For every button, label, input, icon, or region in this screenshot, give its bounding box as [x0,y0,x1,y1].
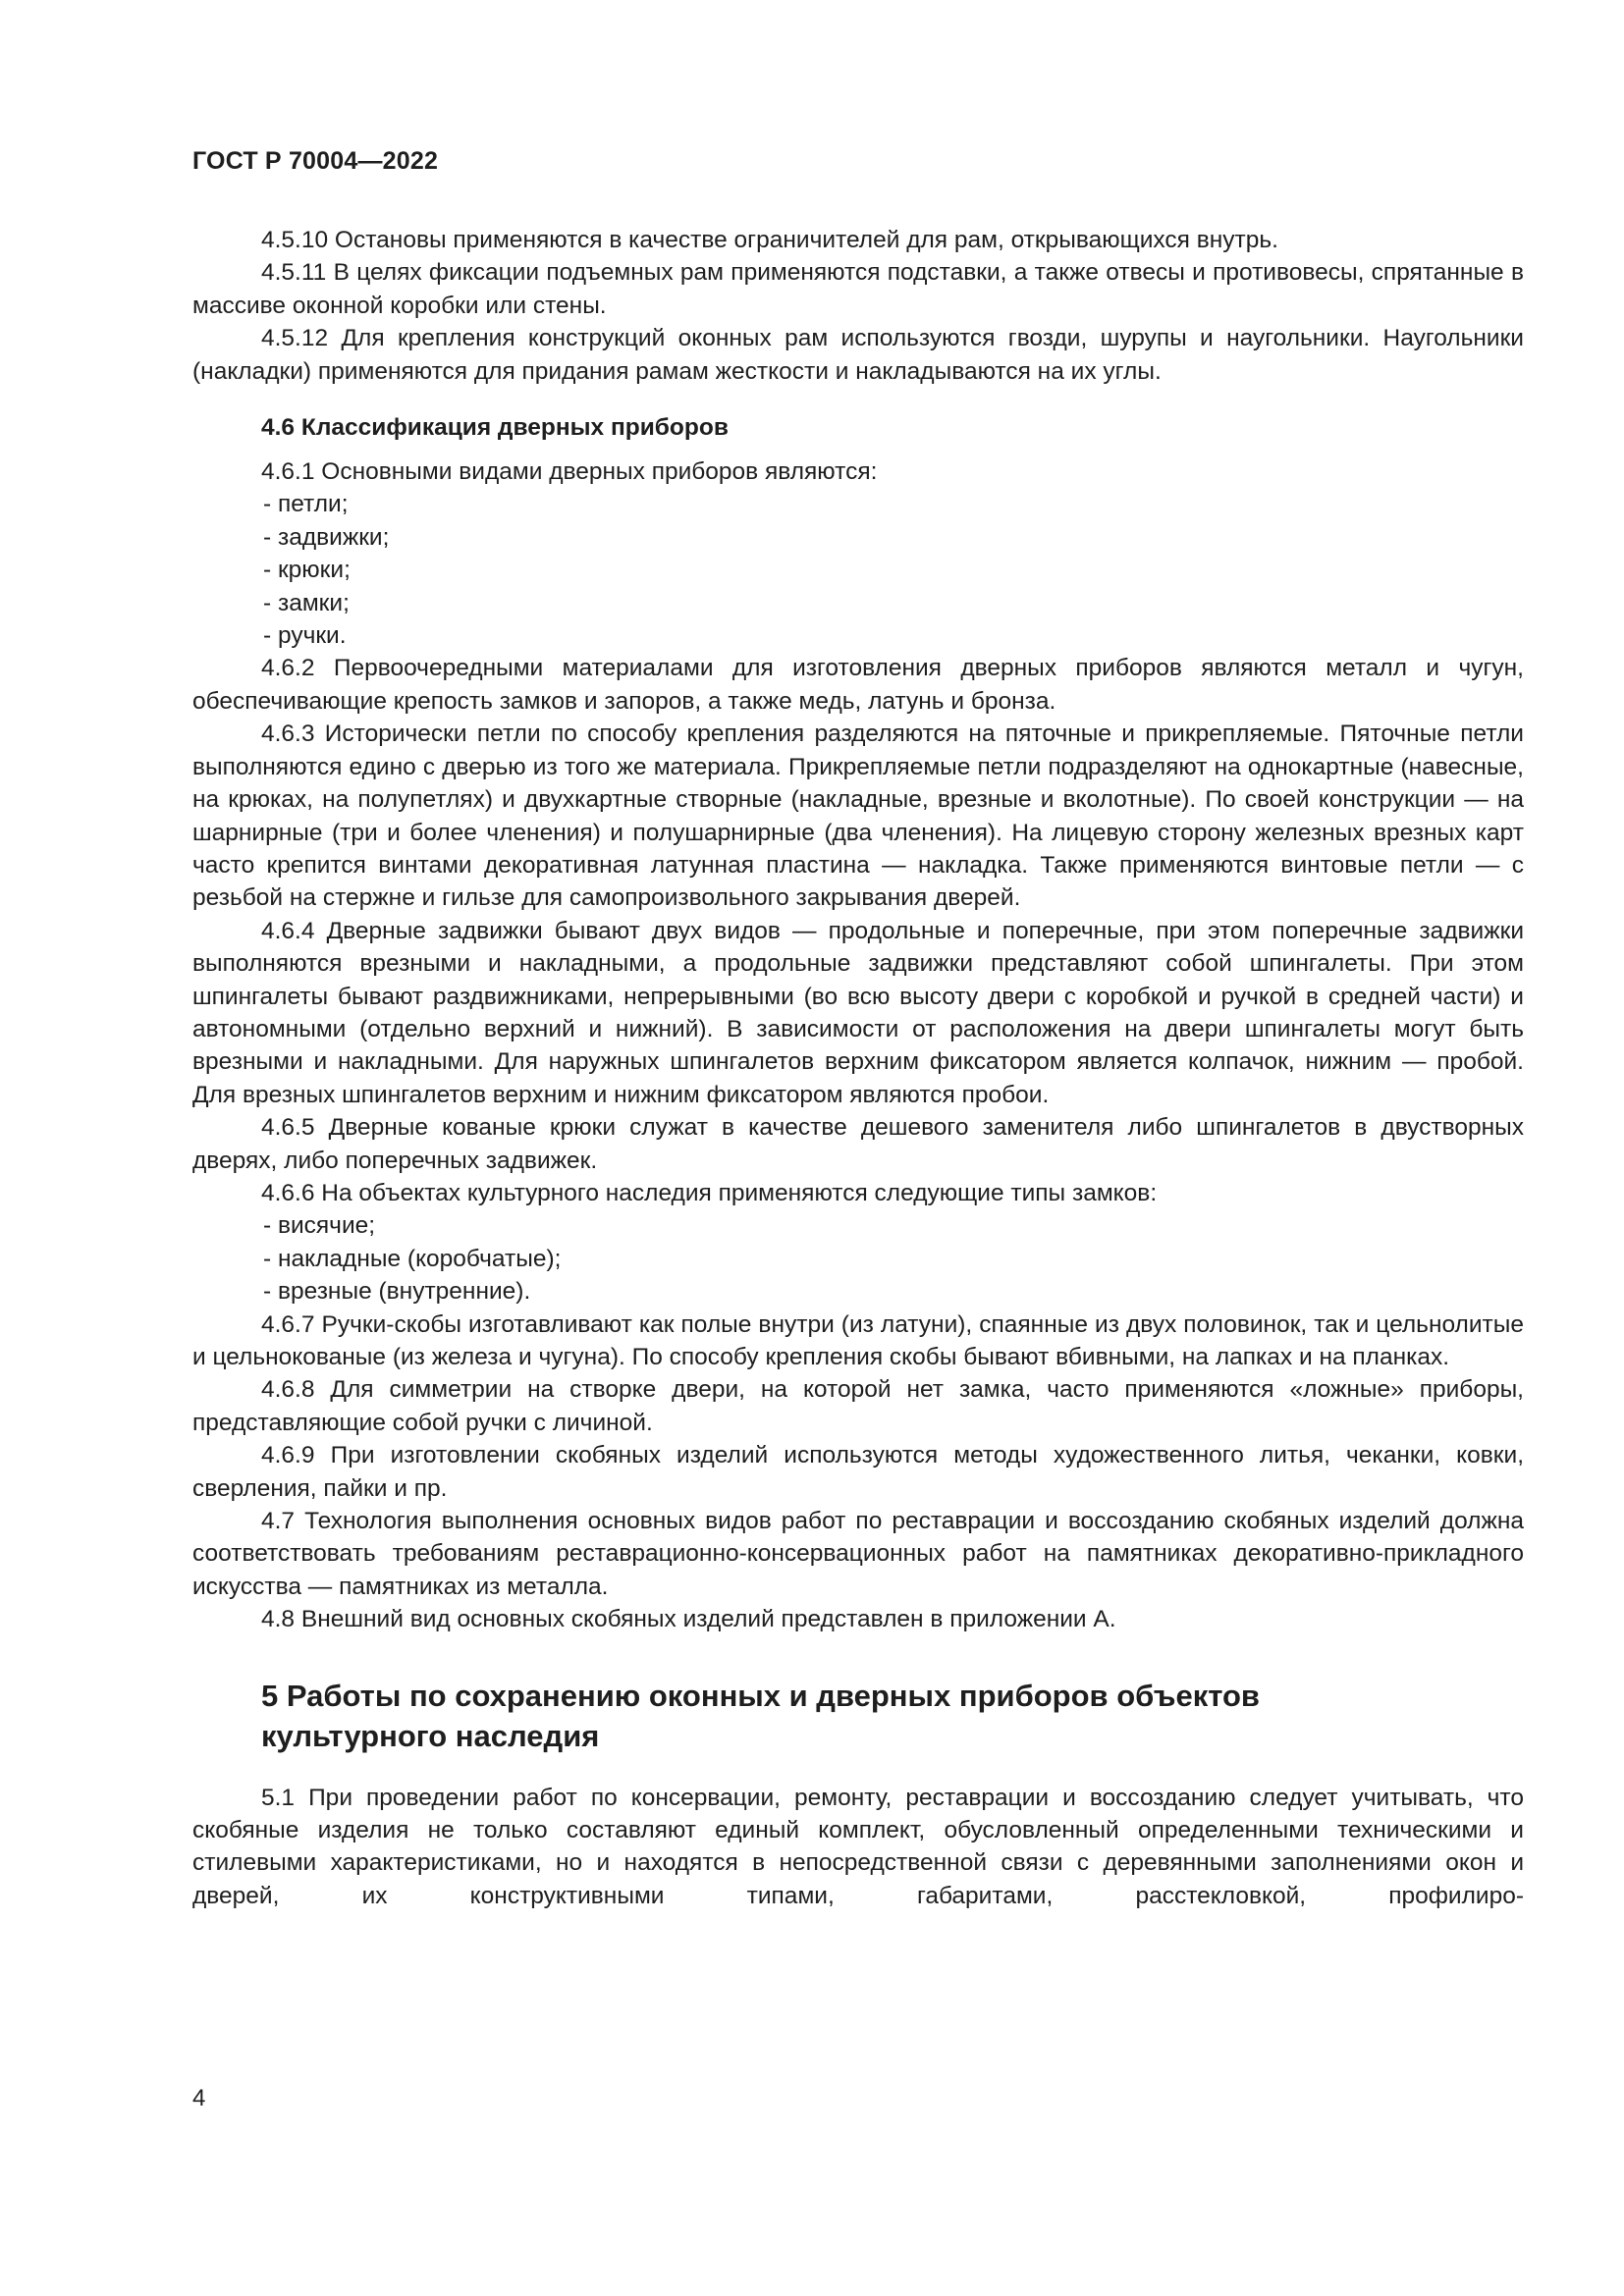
list-item: - крюки; [263,557,351,584]
paragraph-5-1: 5.1 При проведении работ по консервации, ремонту, реставрации и воссозданию следует учитывать, что скобяные изделия не только составляют единый комплект, обусловленный определенными техническими и стилевыми характеристиками, но и находятся в непосредственной связи с деревянными заполнениями окон и дверей, их конструктивными типами, габаритами, расстекловкой, профилиро- [192,1784,1524,1909]
list-item: - накладные (коробчатые); [263,1245,562,1272]
list-item: - висячие; [263,1212,376,1240]
paragraph-4-6-3: 4.6.3 Исторически петли по способу крепления разделяются на пяточные и прикрепляемые. Пяточные петли выполняются едино с дверью из того же материала. Прикрепляемые петли подразделяют на однокартные (навесные, на крюках, на полупетлях) и двухкартные створные (накладные, врезные и вколотные). По своей конструкции — на шарнирные (три и более членения) и полушарнирные (два членения). На лицевую сторону железных врезных карт часто крепится винтами декоративная латунная пластина — накладка. Также применяются винтовые петли — с резьбой на стержне и гильзе для самопроизвольного закрывания дверей. [192,721,1524,912]
list-item: - врезные (внутренние). [263,1278,531,1306]
section-heading-5-line-1: 5 Работы по сохранению оконных и дверных приборов объектов [261,1678,1260,1713]
paragraph-4-6-9: 4.6.9 При изготовлении скобяных изделий используются методы художественного литья, чеканки, ковки, сверления, пайки и пр. [192,1442,1524,1502]
list-item: - замки; [263,589,350,616]
section-heading-4-6: 4.6 Классификация дверных приборов [261,414,729,442]
paragraph-4-8: 4.8 Внешний вид основных скобяных изделий представлен в приложении А. [261,1606,1116,1633]
paragraph-4-6-2: 4.6.2 Первоочередными материалами для изготовления дверных приборов являются металл и чугун, обеспечивающие крепость замков и запоров, а также медь, латунь и бронза. [192,655,1524,715]
paragraph-4-7: 4.7 Технология выполнения основных видов работ по реставрации и воссозданию скобяных изделий должна соответствовать требованиям реставрационно-консервационных работ на памятниках декоративно-прикладного искусства — памятниках из металла. [192,1508,1524,1600]
paragraph-4-6-8: 4.6.8 Для симметрии на створке двери, на которой нет замка, часто применяются «ложные» приборы, представляющие собой ручки с личиной. [192,1376,1524,1436]
document-body [192,224,1524,1912]
paragraph-4-5-10: 4.5.10 Остановы применяются в качестве ограничителей для рам, открывающихся внутрь. [261,227,1278,253]
section-heading-5 [261,1676,1524,1756]
page-number: 4 [192,2085,206,2111]
paragraph-4-6-6: 4.6.6 На объектах культурного наследия применяются следующие типы замков: [261,1179,1158,1206]
paragraph-4-5-12: 4.5.12 Для крепления конструкций оконных рам используются гвозди, шурупы и наугольники. Наугольники (накладки) применяются для придания рамам жесткости и накладываются на их углы. [192,325,1524,385]
list-item: - ручки. [263,622,347,650]
list-item: - задвижки; [263,523,390,551]
section-heading-5-line-2: культурного наследия [261,1718,600,1753]
list-item: - петли; [263,491,349,518]
paragraph-4-6-7: 4.6.7 Ручки-скобы изготавливают как полые внутри (из латуни), спаянные из двух половинок, так и цельнолитые и цельнокованые (из железа и чугуна). По способу крепления скобы бывают вбивными, на лапках и на планках. [192,1310,1524,1370]
document-code-header: ГОСТ Р 70004—2022 [192,147,439,175]
paragraph-4-6-1: 4.6.1 Основными видами дверных приборов являются: [261,458,878,486]
paragraph-4-6-5: 4.6.5 Дверные кованые крюки служат в качестве дешевого заменителя либо шпингалетов в двустворных дверях, либо поперечных задвижек. [192,1114,1524,1174]
paragraph-4-6-4: 4.6.4 Дверные задвижки бывают двух видов — продольные и поперечные, при этом поперечные задвижки выполняются врезными и накладными, а продольные задвижки представляют собой шпингалеты. При этом шпингалеты бывают раздвижниками, непрерывными (во всю высоту двери с коробкой и ручкой в средней части) и автономными (отдельно верхний и нижний). В зависимости от расположения на двери шпингалеты могут быть врезными и накладными. Для наружных шпингалетов верхним фиксатором является колпачок, нижним — пробой. Для врезных шпингалетов верхним и нижним фиксатором являются пробои. [192,917,1524,1108]
paragraph-4-5-11: 4.5.11 В целях фиксации подъемных рам применяются подставки, а также отвесы и противовесы, спрятанные в массиве оконной коробки или стены. [192,259,1524,319]
